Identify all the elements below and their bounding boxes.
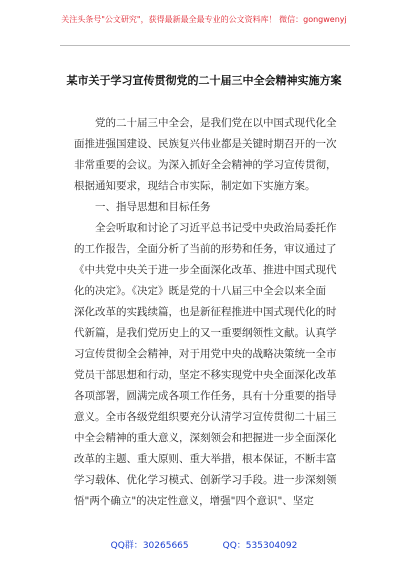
body-line: 党员干部思想和行动，坚定不移实现党中央全面深化改革 — [74, 369, 337, 381]
body-line: 悟"两个确立"的决定性意义，增强"四个意识"、坚定 — [74, 495, 314, 507]
body-line: 代新篇，是我们党历史上的又一重要纲领性文献。认真学 — [74, 327, 337, 339]
body-line: 全会听取和讨论了习近平总书记受中央政治局委托作 — [74, 222, 337, 234]
header-divider — [60, 45, 350, 46]
body-line: 的工作报告，全面分析了当前的形势和任务，审议通过了 — [74, 243, 337, 255]
header-banner: 关注头条号"公文研究"，获得最新最全最专业的公文资料库！ 微信：gongwenyj — [61, 15, 347, 24]
body-line: 根据通知要求，现结合市实际，制定如下实施方案。 — [74, 180, 316, 192]
body-line: 习宣传贯彻全会精神，对于用党中央的战略决策统一全市 — [74, 348, 337, 360]
body-line: 非常重要的会议。为深入抓好全会精神的学习宣传贯彻， — [74, 159, 337, 171]
footer-contact — [0, 538, 408, 551]
qq-group-number: 30265665 — [142, 541, 189, 551]
qq-group-label: QQ群： — [110, 541, 143, 551]
qq-number: 535304092 — [245, 541, 298, 551]
body-line: 意义。全市各级党组织要充分认清学习宣传贯彻二十届三 — [74, 411, 337, 423]
body-line: 各项部署，圆满完成各项工作任务，具有十分重要的指导 — [74, 390, 337, 402]
body-line: 改革的主题、重大原则、重大举措，根本保证，不断丰富 — [74, 453, 337, 465]
qq-label: QQ： — [222, 541, 246, 551]
section-heading: 一、指导思想和目标任务 — [95, 201, 211, 213]
document-title: 某市关于学习宣传贯彻党的二十届三中全会精神实施方案 — [66, 74, 342, 87]
document-body — [74, 113, 338, 512]
body-line: 化的决定》。《决定》既是党的十八届三中全会以来全面 — [74, 285, 326, 297]
body-line: 《中共党中央关于进一步全面深化改革、推进中国式现代 — [74, 264, 337, 276]
body-line: 深化改革的实践续篇，也是新征程推进中国式现代化的时 — [74, 306, 337, 318]
body-line: 党的二十届三中全会，是我们党在以中国式现代化全 — [74, 117, 337, 129]
body-line: 中全会精神的重大意义，深刻领会和把握进一步全面深化 — [74, 432, 337, 444]
body-line: 学习载体、优化学习模式、创新学习手段。进一步深刻领 — [74, 474, 337, 486]
body-line: 面推进强国建设、民族复兴伟业都是关键时期召开的一次 — [74, 138, 337, 150]
